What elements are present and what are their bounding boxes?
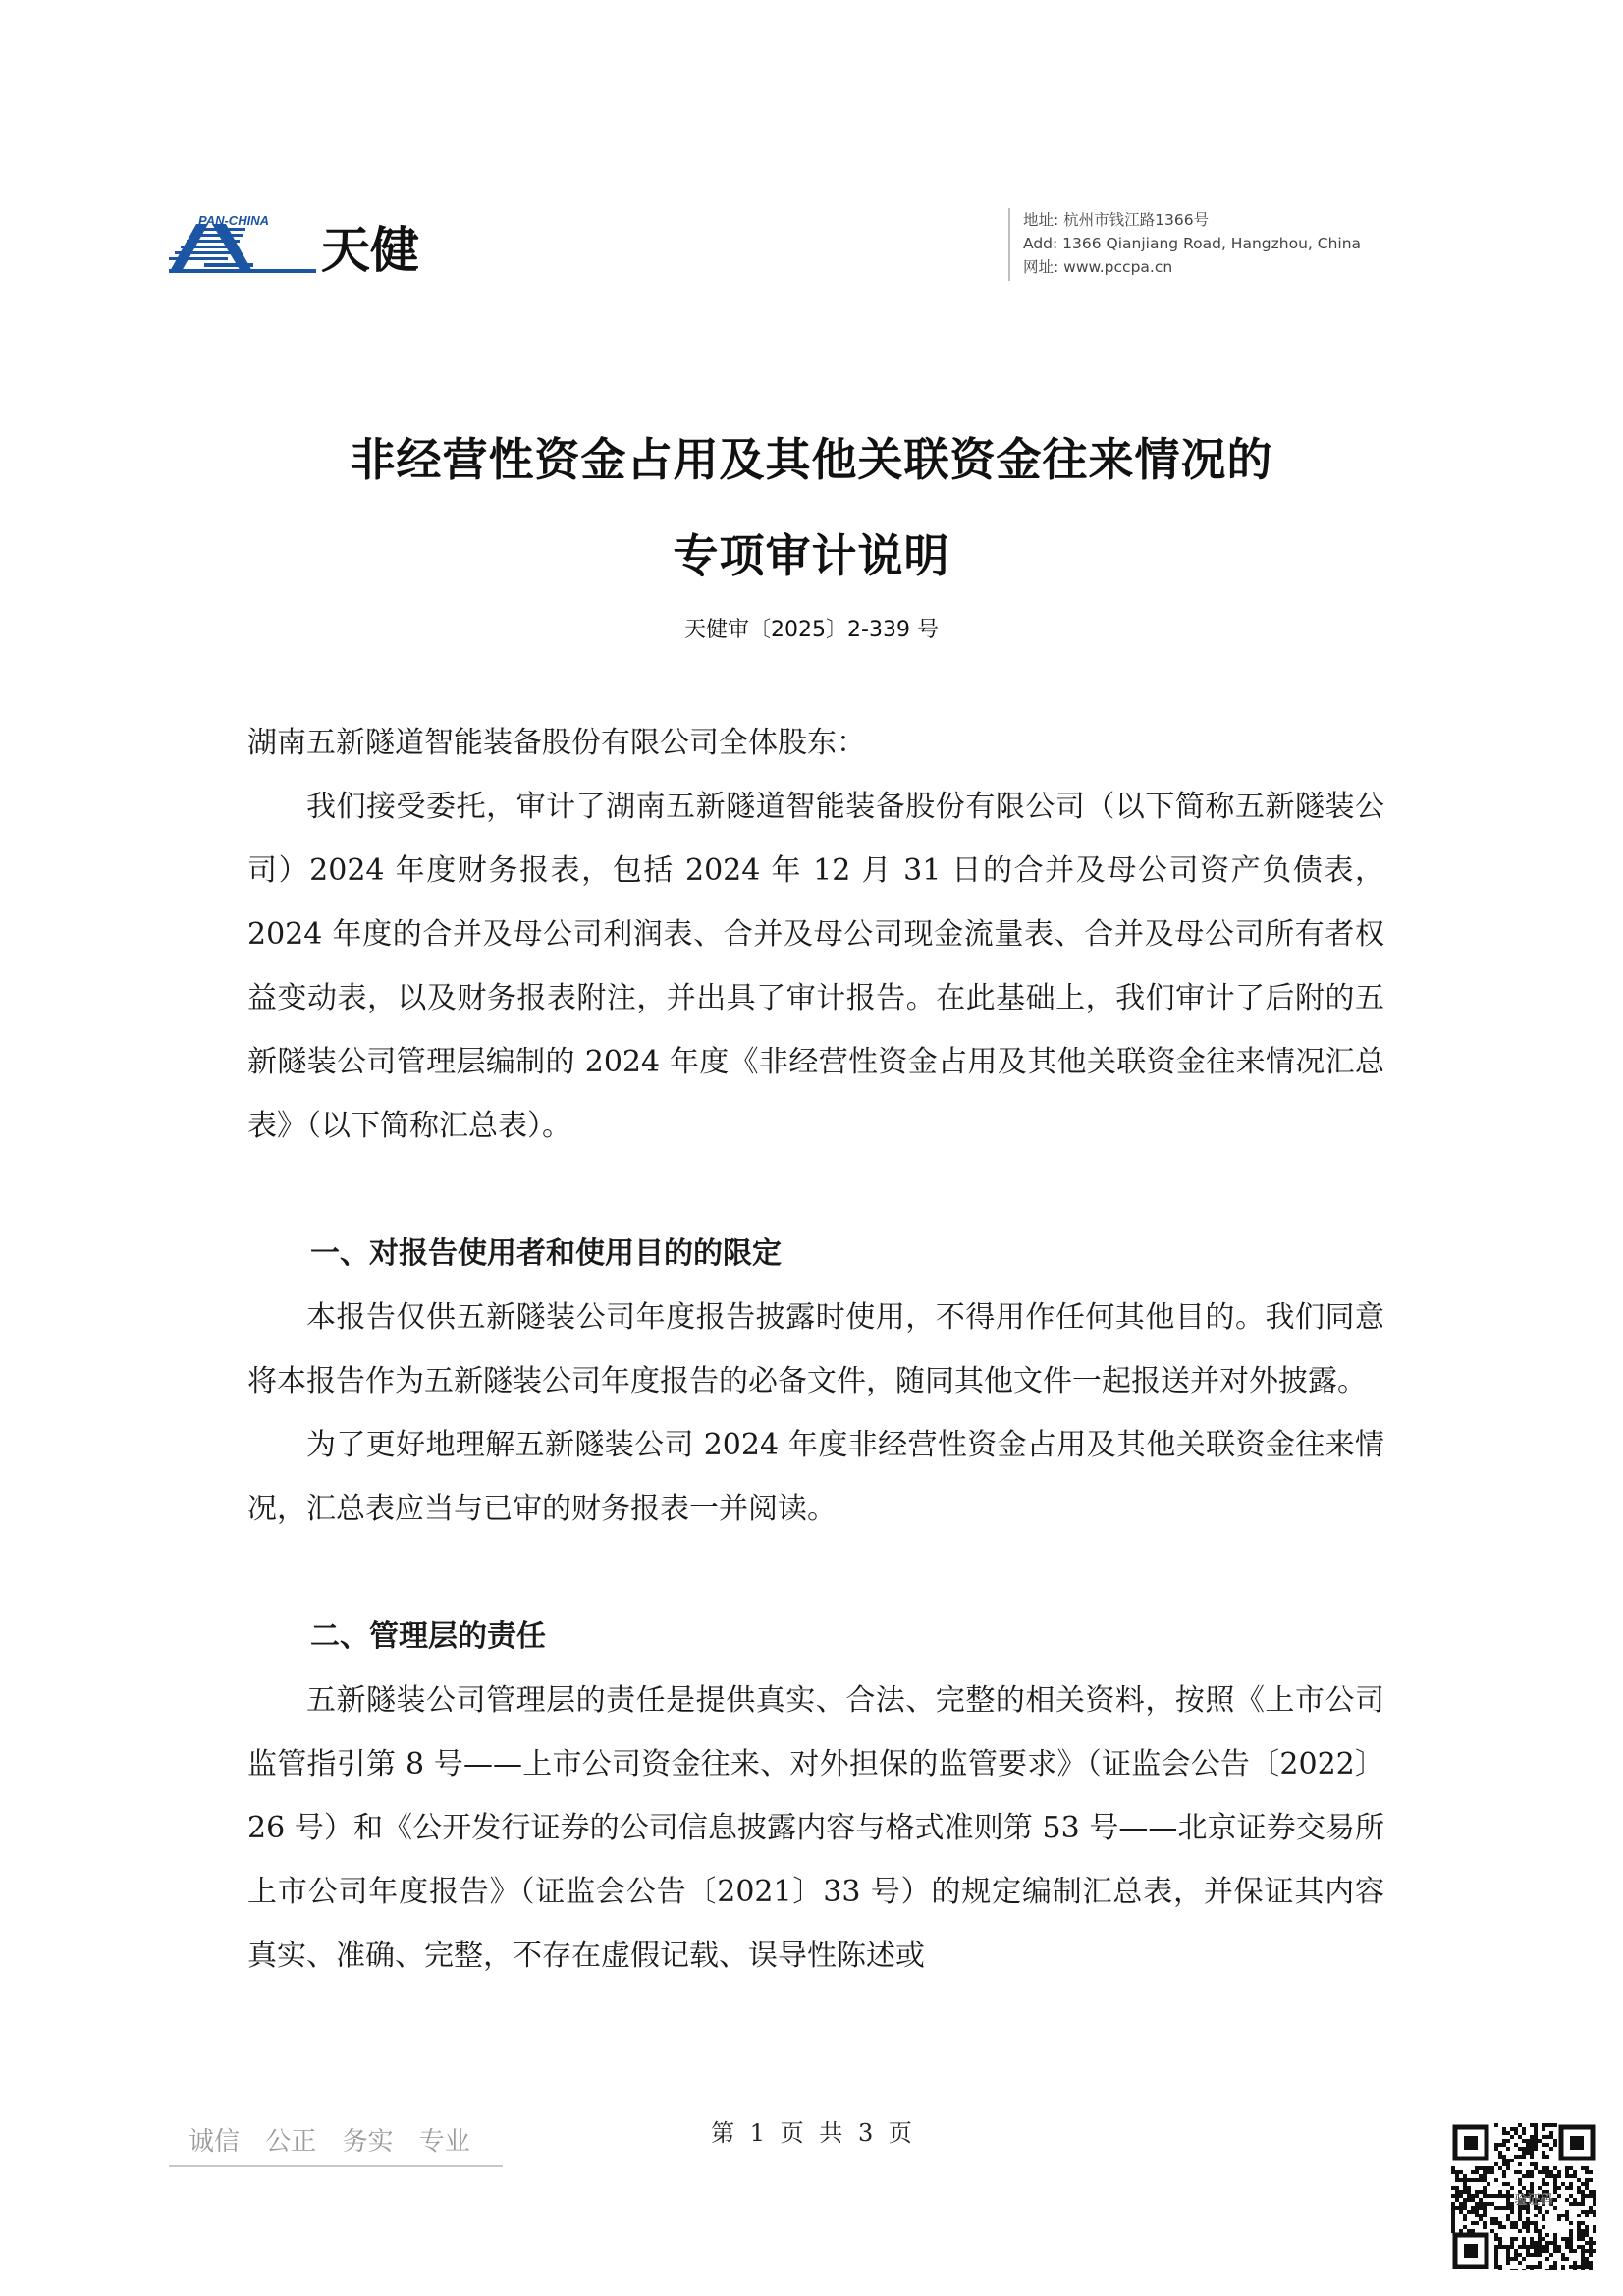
address-en: Add: 1366 Qianjiang Road, Hangzhou, China: [1023, 235, 1362, 252]
website: 网址: www.pccpa.cn: [1023, 258, 1173, 276]
address-cn: 地址: 杭州市钱江路1366号: [1023, 211, 1210, 229]
footer-divider: [169, 2165, 503, 2167]
page-number: 第 1 页 共 3 页: [711, 2119, 912, 2147]
section2-heading: 二、管理层的责任: [310, 1619, 546, 1654]
addressee: 湖南五新隧道智能装备股份有限公司全体股东：: [247, 726, 866, 760]
section1-paragraph1: 本报告仅供五新隧装公司年度报告披露时使用，不得用作任何其他目的。我们同意将本报告作为五新隧装公司年度报告的必备文件，随同其他文件一起报送并对外披露。: [247, 1300, 1384, 1398]
footer-motto: 诚信 公正 务实 专业: [189, 2127, 470, 2157]
document-body: [247, 711, 1384, 1988]
intro-paragraph: 我们接受委托，审计了湖南五新隧道智能装备股份有限公司（以下简称五新隧装公司）2024 年度财务报表，包括 2024 年 12 月 31 日的合并及母公司资产负债表，2024 年度的合并及母公司利润表、合并及母公司现金流量表、合并及母公司所有者权益变动表，以及财务报表附注，并出具了审计报告。在此基础上，我们审计了后附的五新隧装公司管理层编制的 2024 年度《非经营性资金占用及其他关联资金往来情况汇总表》（以下简称汇总表）。: [247, 790, 1384, 1143]
document-title-line2: 专项审计说明: [673, 529, 950, 582]
logo-brand-en: PAN-CHINA: [198, 214, 269, 228]
pan-china-logo: [169, 214, 463, 277]
verification-qr-code: [1451, 2123, 1596, 2270]
logo-brand-cn: 天健: [321, 222, 419, 277]
header-divider: [1008, 208, 1010, 281]
report-number: 天健审〔2025〕2-339 号: [684, 618, 939, 642]
document-title-line1: 非经营性资金占用及其他关联资金往来情况的: [350, 433, 1273, 486]
section2-paragraph1: 五新隧装公司管理层的责任是提供真实、合法、完整的相关资料，按照《上市公司监管指引第 8 号——上市公司资金往来、对外担保的监管要求》（证监会公告〔2022〕26 号）和《公开发行证券的公司信息披露内容与格式准则第 53 号——北京证券交易所上市公司年度报告》（证监会公告〔2021〕33 号）的规定编制汇总表，并保证其内容真实、准确、完整，不存在虚假记载、误导性陈述或: [247, 1683, 1384, 1973]
qr-label: 验证码: [1514, 2193, 1553, 2208]
section1-heading: 一、对报告使用者和使用目的的限定: [310, 1236, 782, 1271]
section1-paragraph2: 为了更好地理解五新隧装公司 2024 年度非经营性资金占用及其他关联资金往来情况，汇总表应当与已审的财务报表一并阅读。: [247, 1428, 1384, 1526]
